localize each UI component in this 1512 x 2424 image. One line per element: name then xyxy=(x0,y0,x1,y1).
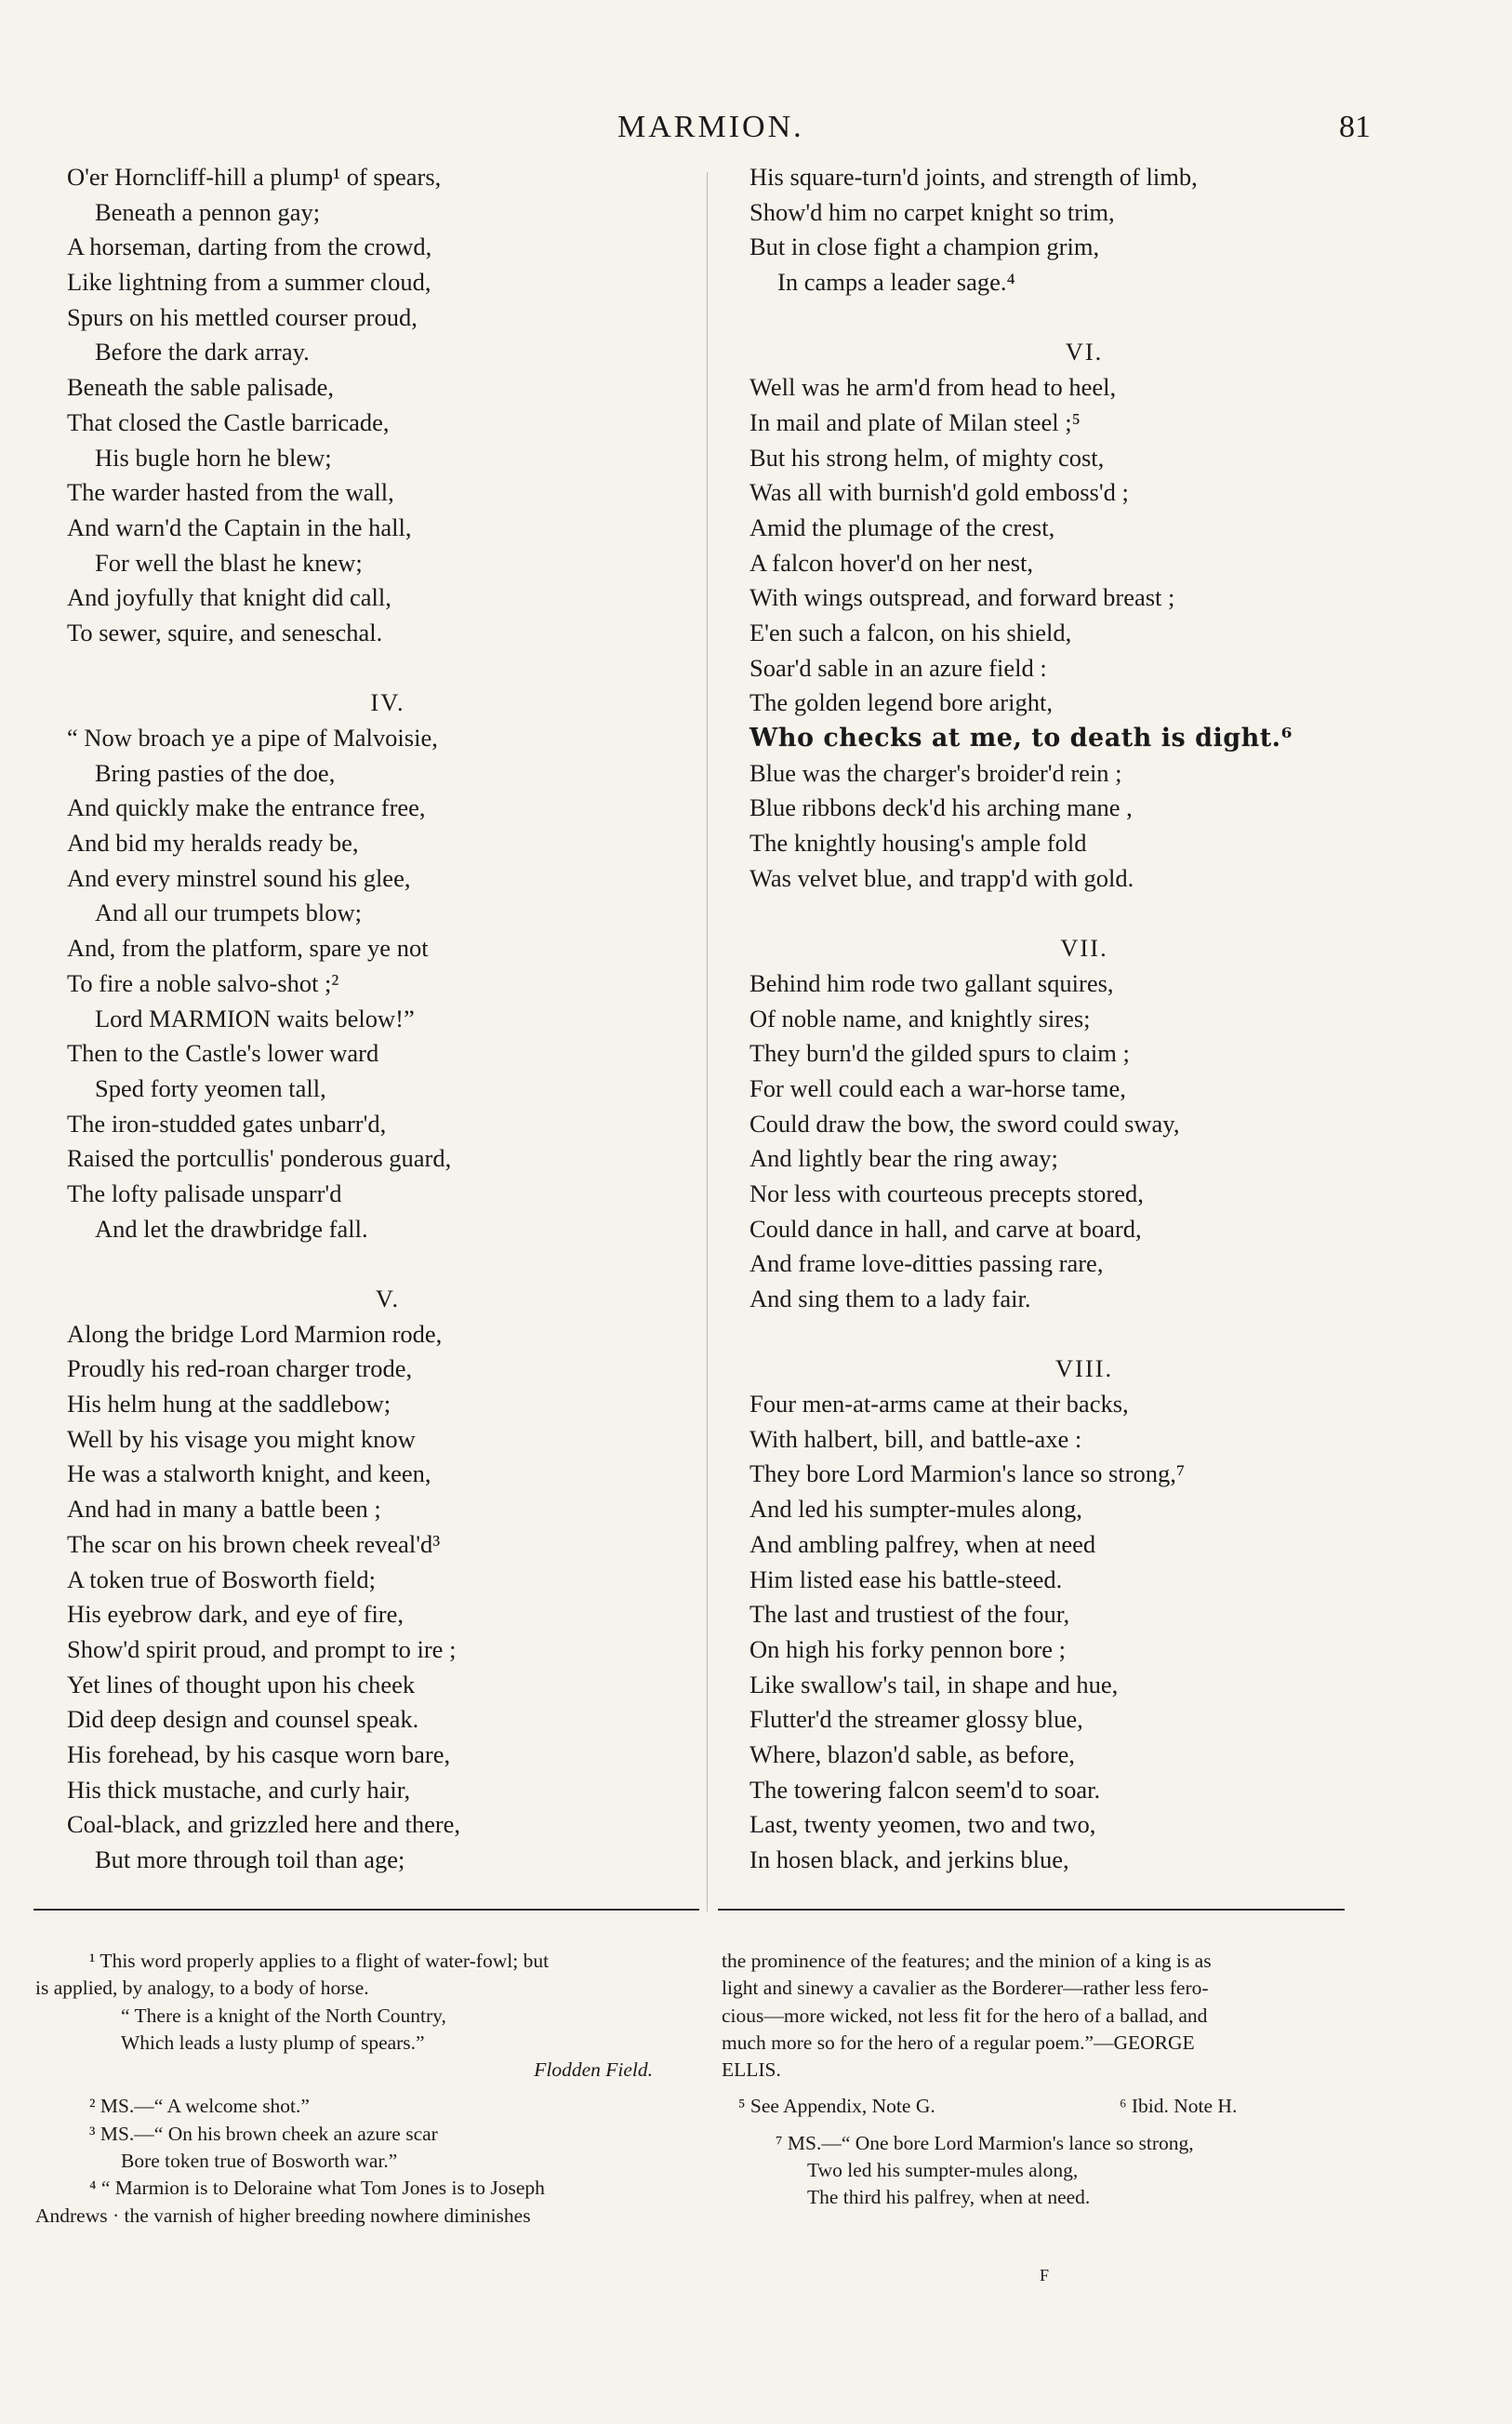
footnote-line: Andrews · the varnish of higher breeding nowhere diminishes xyxy=(35,2204,531,2227)
poem-line: The warder hasted from the wall, xyxy=(67,478,394,507)
poem-line: For well the blast he knew; xyxy=(95,548,363,577)
poem-line: And, from the platform, spare ye not xyxy=(67,934,429,963)
stanza-gap xyxy=(67,651,709,686)
footnote-line: ³ MS.—“ On his brown cheek an azure scar xyxy=(89,2122,438,2145)
poem-line: Of noble name, and knightly sires; xyxy=(749,1004,1091,1032)
footnotes-right xyxy=(722,1948,1373,2212)
poem-line: O'er Horncliff-hill a plump¹ of spears, xyxy=(67,163,442,191)
stanza-gap xyxy=(749,300,1419,336)
poem-line: Beneath the sable palisade, xyxy=(67,373,334,402)
poem-line: Well was he arm'd from head to heel, xyxy=(749,373,1117,402)
footnote-line: ELLIS. xyxy=(722,2058,781,2082)
poem-line: “ Now broach ye a pipe of Malvoisie, xyxy=(67,724,438,752)
poem-line: Along the bridge Lord Marmion rode, xyxy=(67,1319,443,1348)
poem-line: Four men-at-arms came at their backs, xyxy=(749,1390,1129,1418)
footnote-line: Bore token true of Bosworth war.” xyxy=(121,2150,398,2173)
poem-line: And quickly make the entrance free, xyxy=(67,793,426,822)
footnote-line: cious—more wicked, not less fit for the hero of a ballad, and xyxy=(722,2004,1208,2027)
poem-line: And all our trumpets blow; xyxy=(95,899,363,927)
canto-heading: V. xyxy=(375,1285,401,1312)
poem-line: But more through toil than age; xyxy=(95,1845,405,1873)
poem-line: Like lightning from a summer cloud, xyxy=(67,268,431,297)
footnote-line: ¹ This word properly applies to a flight of water-fowl; but xyxy=(89,1950,550,1972)
poem-column-left xyxy=(67,160,709,1878)
footnote-gap xyxy=(35,2084,697,2093)
poem-line: Flutter'd the streamer glossy blue, xyxy=(749,1705,1083,1734)
poem-line: But his strong helm, of mighty cost, xyxy=(749,443,1105,472)
poem-line: Where, blazon'd sable, as before, xyxy=(749,1739,1075,1768)
poem-line: And every minstrel sound his glee, xyxy=(67,863,411,892)
poem-line: Show'd him no carpet knight so trim, xyxy=(749,197,1115,226)
footnote-line: ⁴ “ Marmion is to Deloraine what Tom Jones is to Joseph xyxy=(89,2177,545,2200)
poem-line: Who checks at me, to death is dight.⁶ xyxy=(749,724,1293,753)
poem-line: The iron-studded gates unbarr'd, xyxy=(67,1109,387,1138)
footnote-line: Which leads a lusty plump of spears.” xyxy=(121,2031,425,2054)
poem-line: Show'd spirit proud, and prompt to ire ; xyxy=(67,1634,457,1663)
footnotes-left xyxy=(35,1948,697,2230)
footnote-gap xyxy=(722,2121,1373,2130)
poem-line: Coal-black, and grizzled here and there, xyxy=(67,1810,461,1839)
footnote-pair xyxy=(722,2093,1373,2120)
poem-line: Could dance in hall, and carve at board, xyxy=(749,1214,1142,1243)
poem-line: Lord MARMION waits below!” xyxy=(95,1004,415,1032)
poem-line: Nor less with courteous precepts stored, xyxy=(749,1179,1144,1207)
stanza-gap xyxy=(749,1317,1419,1352)
poem-line: His square-turn'd joints, and strength of limb, xyxy=(749,163,1198,191)
poem-line: Him listed ease his battle-steed. xyxy=(749,1565,1063,1593)
poem-line: But in close fight a champion grim, xyxy=(749,233,1100,261)
footnote-line: The third his palfrey, when at need. xyxy=(807,2186,1091,2209)
poem-line: And ambling palfrey, when at need xyxy=(749,1529,1096,1558)
poem-line: Did deep design and counsel speak. xyxy=(67,1705,419,1734)
poem-line: They bore Lord Marmion's lance so strong,⁷ xyxy=(749,1459,1186,1488)
poem-line: Was velvet blue, and trapp'd with gold. xyxy=(749,863,1134,892)
poem-column-right xyxy=(749,160,1419,1878)
footnote-rule-left xyxy=(33,1909,699,1911)
poem-line: And let the drawbridge fall. xyxy=(95,1214,368,1243)
poem-line: To fire a noble salvo-shot ;² xyxy=(67,968,339,997)
poem-line: The scar on his brown cheek reveal'd³ xyxy=(67,1529,441,1558)
poem-line: In mail and plate of Milan steel ;⁵ xyxy=(749,407,1081,436)
poem-line: The towering falcon seem'd to soar. xyxy=(749,1775,1101,1804)
poem-line: Spurs on his mettled courser proud, xyxy=(67,302,418,331)
footnote-rule-right xyxy=(718,1909,1345,1911)
running-title: MARMION. xyxy=(617,110,804,144)
poem-line: His bugle horn he blew; xyxy=(95,443,332,472)
footnote-line: “ There is a knight of the North Country, xyxy=(121,2004,446,2027)
poem-line: Beneath a pennon gay; xyxy=(95,197,321,226)
poem-line: And lightly bear the ring away; xyxy=(749,1144,1058,1173)
footnote-line: Flodden Field. xyxy=(534,2058,653,2082)
poem-line: His thick mustache, and curly hair, xyxy=(67,1775,411,1804)
poem-line: Before the dark array. xyxy=(95,338,310,366)
poem-line: Last, twenty yeomen, two and two, xyxy=(749,1810,1096,1839)
poem-line: Like swallow's tail, in shape and hue, xyxy=(749,1670,1119,1698)
poem-line: The last and trustiest of the four, xyxy=(749,1600,1070,1629)
poem-line: His eyebrow dark, and eye of fire, xyxy=(67,1600,405,1629)
page-number: 81 xyxy=(1339,110,1371,144)
canto-heading: VII. xyxy=(1060,934,1108,963)
running-header xyxy=(0,110,1512,151)
poem-line: And led his sumpter-mules along, xyxy=(749,1495,1082,1524)
poem-line: That closed the Castle barricade, xyxy=(67,407,390,436)
poem-line: Blue was the charger's broider'd rein ; xyxy=(749,758,1122,787)
footnote-line: ⁵ See Appendix, Note G. xyxy=(738,2095,935,2118)
footnote-line: ² MS.—“ A welcome shot.” xyxy=(89,2095,310,2118)
poem-line: The knightly housing's ample fold xyxy=(749,829,1087,858)
poem-line: And bid my heralds ready be, xyxy=(67,829,359,858)
stanza-gap xyxy=(67,1246,709,1282)
poem-line: On high his forky pennon bore ; xyxy=(749,1634,1067,1663)
footnote-line: Two led his sumpter-mules along, xyxy=(807,2159,1079,2182)
poem-line: He was a stalworth knight, and keen, xyxy=(67,1459,431,1488)
poem-line: E'en such a falcon, on his shield, xyxy=(749,618,1072,646)
poem-line: Was all with burnish'd gold emboss'd ; xyxy=(749,478,1129,507)
poem-line: With wings outspread, and forward breast ; xyxy=(749,583,1175,612)
poem-line: A token true of Bosworth field; xyxy=(67,1565,376,1593)
poem-line: And warn'd the Captain in the hall, xyxy=(67,513,412,541)
footnote-line: light and sinewy a cavalier as the Borderer—rather less fero- xyxy=(722,1977,1209,2000)
poem-line: And had in many a battle been ; xyxy=(67,1495,381,1524)
poem-line: Bring pasties of the doe, xyxy=(95,758,336,787)
poem-line: His forehead, by his casque worn bare, xyxy=(67,1739,451,1768)
poem-line: They burn'd the gilded spurs to claim ; xyxy=(749,1039,1130,1068)
poem-line: Proudly his red-roan charger trode, xyxy=(67,1354,413,1383)
poem-line: The golden legend bore aright, xyxy=(749,688,1053,717)
poem-line: Amid the plumage of the crest, xyxy=(749,513,1055,541)
poem-line: Raised the portcullis' ponderous guard, xyxy=(67,1144,452,1173)
canto-heading: VI. xyxy=(1065,338,1104,366)
footnote-gap xyxy=(722,2084,1373,2093)
canto-heading: IV. xyxy=(370,688,405,717)
stanza-gap xyxy=(749,896,1419,931)
poem-line: The lofty palisade unsparr'd xyxy=(67,1179,342,1207)
poem-line: With halbert, bill, and battle-axe : xyxy=(749,1424,1082,1453)
footnote-line: the prominence of the features; and the minion of a king is as xyxy=(722,1950,1212,1972)
poem-line: And joyfully that knight did call, xyxy=(67,583,391,612)
poem-line: Then to the Castle's lower ward xyxy=(67,1039,379,1068)
poem-line: Yet lines of thought upon his cheek xyxy=(67,1670,416,1698)
poem-line: A horseman, darting from the crowd, xyxy=(67,233,432,261)
footnote-line: ⁷ MS.—“ One bore Lord Marmion's lance so strong, xyxy=(776,2131,1194,2154)
poem-line: Soar'd sable in an azure field : xyxy=(749,653,1047,682)
signature-mark: F xyxy=(1040,2266,1050,2284)
footnote-line: ⁶ Ibid. Note H. xyxy=(1120,2095,1238,2118)
poem-line: To sewer, squire, and seneschal. xyxy=(67,618,383,646)
footnote-line: much more so for the hero of a regular poem.”—GEORGE xyxy=(722,2031,1195,2054)
poem-line: Could draw the bow, the sword could sway, xyxy=(749,1109,1180,1138)
footnote-line: is applied, by analogy, to a body of horse. xyxy=(35,1977,369,2000)
poem-line: His helm hung at the saddlebow; xyxy=(67,1390,391,1418)
poem-line: Blue ribbons deck'd his arching mane , xyxy=(749,793,1133,822)
canto-heading: VIII. xyxy=(1054,1354,1114,1383)
poem-line: In hosen black, and jerkins blue, xyxy=(749,1845,1069,1873)
poem-line: And frame love-ditties passing rare, xyxy=(749,1249,1104,1278)
column-divider xyxy=(707,172,708,1911)
poem-line: Well by his visage you might know xyxy=(67,1424,416,1453)
poem-line: In camps a leader sage.⁴ xyxy=(777,268,1015,297)
poem-line: And sing them to a lady fair. xyxy=(749,1285,1031,1312)
poem-line: For well could each a war-horse tame, xyxy=(749,1073,1126,1102)
poem-line: Behind him rode two gallant squires, xyxy=(749,968,1114,997)
poem-line: Sped forty yeomen tall, xyxy=(95,1073,326,1102)
poem-line: A falcon hover'd on her nest, xyxy=(749,548,1034,577)
